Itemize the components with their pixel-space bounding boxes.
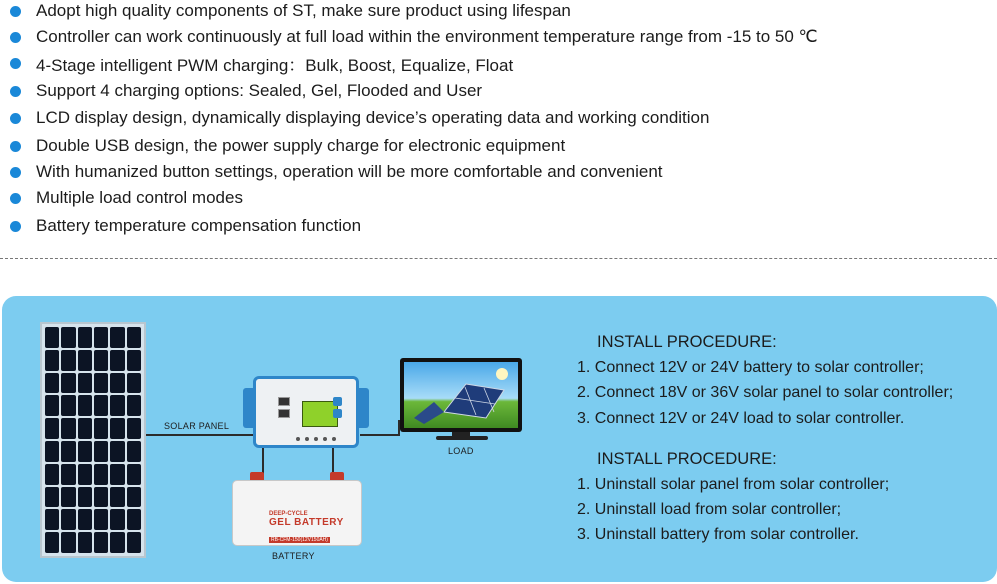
solar-cell — [94, 532, 108, 553]
gel-battery-image: DEEP-CYCLE GEL BATTERY RB-CFM-150(12V150AH) — [232, 470, 362, 546]
solar-cell — [94, 373, 108, 394]
solar-cell — [110, 441, 124, 462]
solar-cell — [94, 464, 108, 485]
solar-cell — [78, 395, 92, 416]
solar-cell — [61, 395, 75, 416]
solar-cell — [45, 395, 59, 416]
solar-cell — [78, 418, 92, 439]
solar-cell — [78, 532, 92, 553]
solar-cell — [127, 464, 141, 485]
solar-cell — [78, 509, 92, 530]
solar-cell — [127, 441, 141, 462]
solar-cell — [94, 395, 108, 416]
solar-panel-label: SOLAR PANEL — [164, 421, 230, 431]
solar-cell — [45, 464, 59, 485]
solar-cell — [78, 487, 92, 508]
bullet-icon — [10, 141, 21, 152]
solar-cell — [94, 350, 108, 371]
solar-cell — [78, 350, 92, 371]
controller-button-icon — [333, 397, 342, 406]
solar-cell — [61, 373, 75, 394]
solar-cell — [94, 487, 108, 508]
solar-cell — [61, 464, 75, 485]
bullet-icon — [10, 86, 21, 97]
solar-cell — [61, 418, 75, 439]
solar-cell — [45, 327, 59, 348]
solar-cell — [78, 327, 92, 348]
solar-cell — [110, 327, 124, 348]
usb-port-icon — [278, 409, 290, 418]
solar-cell — [61, 350, 75, 371]
bullet-icon — [10, 221, 21, 232]
battery-label: BATTERY — [272, 551, 315, 561]
solar-cell — [61, 327, 75, 348]
bullet-icon — [10, 32, 21, 43]
install-step: 3. Connect 12V or 24V load to solar controller. — [577, 410, 905, 427]
solar-cell — [110, 487, 124, 508]
solar-cell — [94, 327, 108, 348]
install-step: 2. Connect 18V or 36V solar panel to solar controller; — [577, 384, 954, 401]
controller-button-icon — [333, 409, 342, 418]
solar-cell — [127, 395, 141, 416]
solar-cell — [110, 373, 124, 394]
solar-cell — [45, 373, 59, 394]
install-step: 1. Connect 12V or 24V battery to solar controller; — [577, 359, 924, 376]
bullet-icon — [10, 58, 21, 69]
uninstall-step: 1. Uninstall solar panel from solar controller; — [577, 476, 890, 493]
uninstall-title: INSTALL PROCEDURE: — [597, 450, 777, 468]
uninstall-step: 3. Uninstall battery from solar controller. — [577, 526, 859, 543]
solar-cell — [45, 350, 59, 371]
solar-cell — [127, 418, 141, 439]
solar-cell — [61, 441, 75, 462]
solar-cell — [127, 509, 141, 530]
solar-cell — [94, 441, 108, 462]
solar-cell — [45, 487, 59, 508]
solar-cell — [78, 464, 92, 485]
solar-cell — [61, 509, 75, 530]
solar-cell — [110, 464, 124, 485]
solar-cell — [94, 418, 108, 439]
tv-load-image — [400, 358, 522, 432]
load-label: LOAD — [448, 446, 474, 456]
solar-cell — [110, 350, 124, 371]
solar-cell — [127, 487, 141, 508]
bullet-icon — [10, 113, 21, 124]
install-title: INSTALL PROCEDURE: — [597, 333, 777, 351]
charge-controller-image — [243, 374, 369, 450]
solar-cell — [110, 395, 124, 416]
solar-cell — [61, 487, 75, 508]
solar-cell — [45, 532, 59, 553]
solar-cell — [78, 441, 92, 462]
tv-screen-solar-scene — [404, 362, 518, 428]
solar-cell — [45, 509, 59, 530]
uninstall-step: 2. Uninstall load from solar controller; — [577, 501, 842, 518]
solar-cell — [110, 509, 124, 530]
bullet-icon — [10, 6, 21, 17]
solar-cell — [45, 418, 59, 439]
solar-panel-image — [40, 322, 146, 558]
solar-cells — [45, 327, 141, 553]
solar-cell — [127, 327, 141, 348]
dashed-divider — [0, 258, 997, 259]
solar-cell — [94, 509, 108, 530]
bullet-icon — [10, 167, 21, 178]
solar-cell — [61, 532, 75, 553]
solar-cell — [78, 373, 92, 394]
solar-cell — [127, 373, 141, 394]
solar-cell — [110, 532, 124, 553]
solar-cell — [45, 441, 59, 462]
solar-cell — [127, 350, 141, 371]
solar-cell — [127, 532, 141, 553]
solar-cell — [110, 418, 124, 439]
solar-wire — [146, 434, 254, 436]
bullet-icon — [10, 193, 21, 204]
usb-port-icon — [278, 397, 290, 406]
